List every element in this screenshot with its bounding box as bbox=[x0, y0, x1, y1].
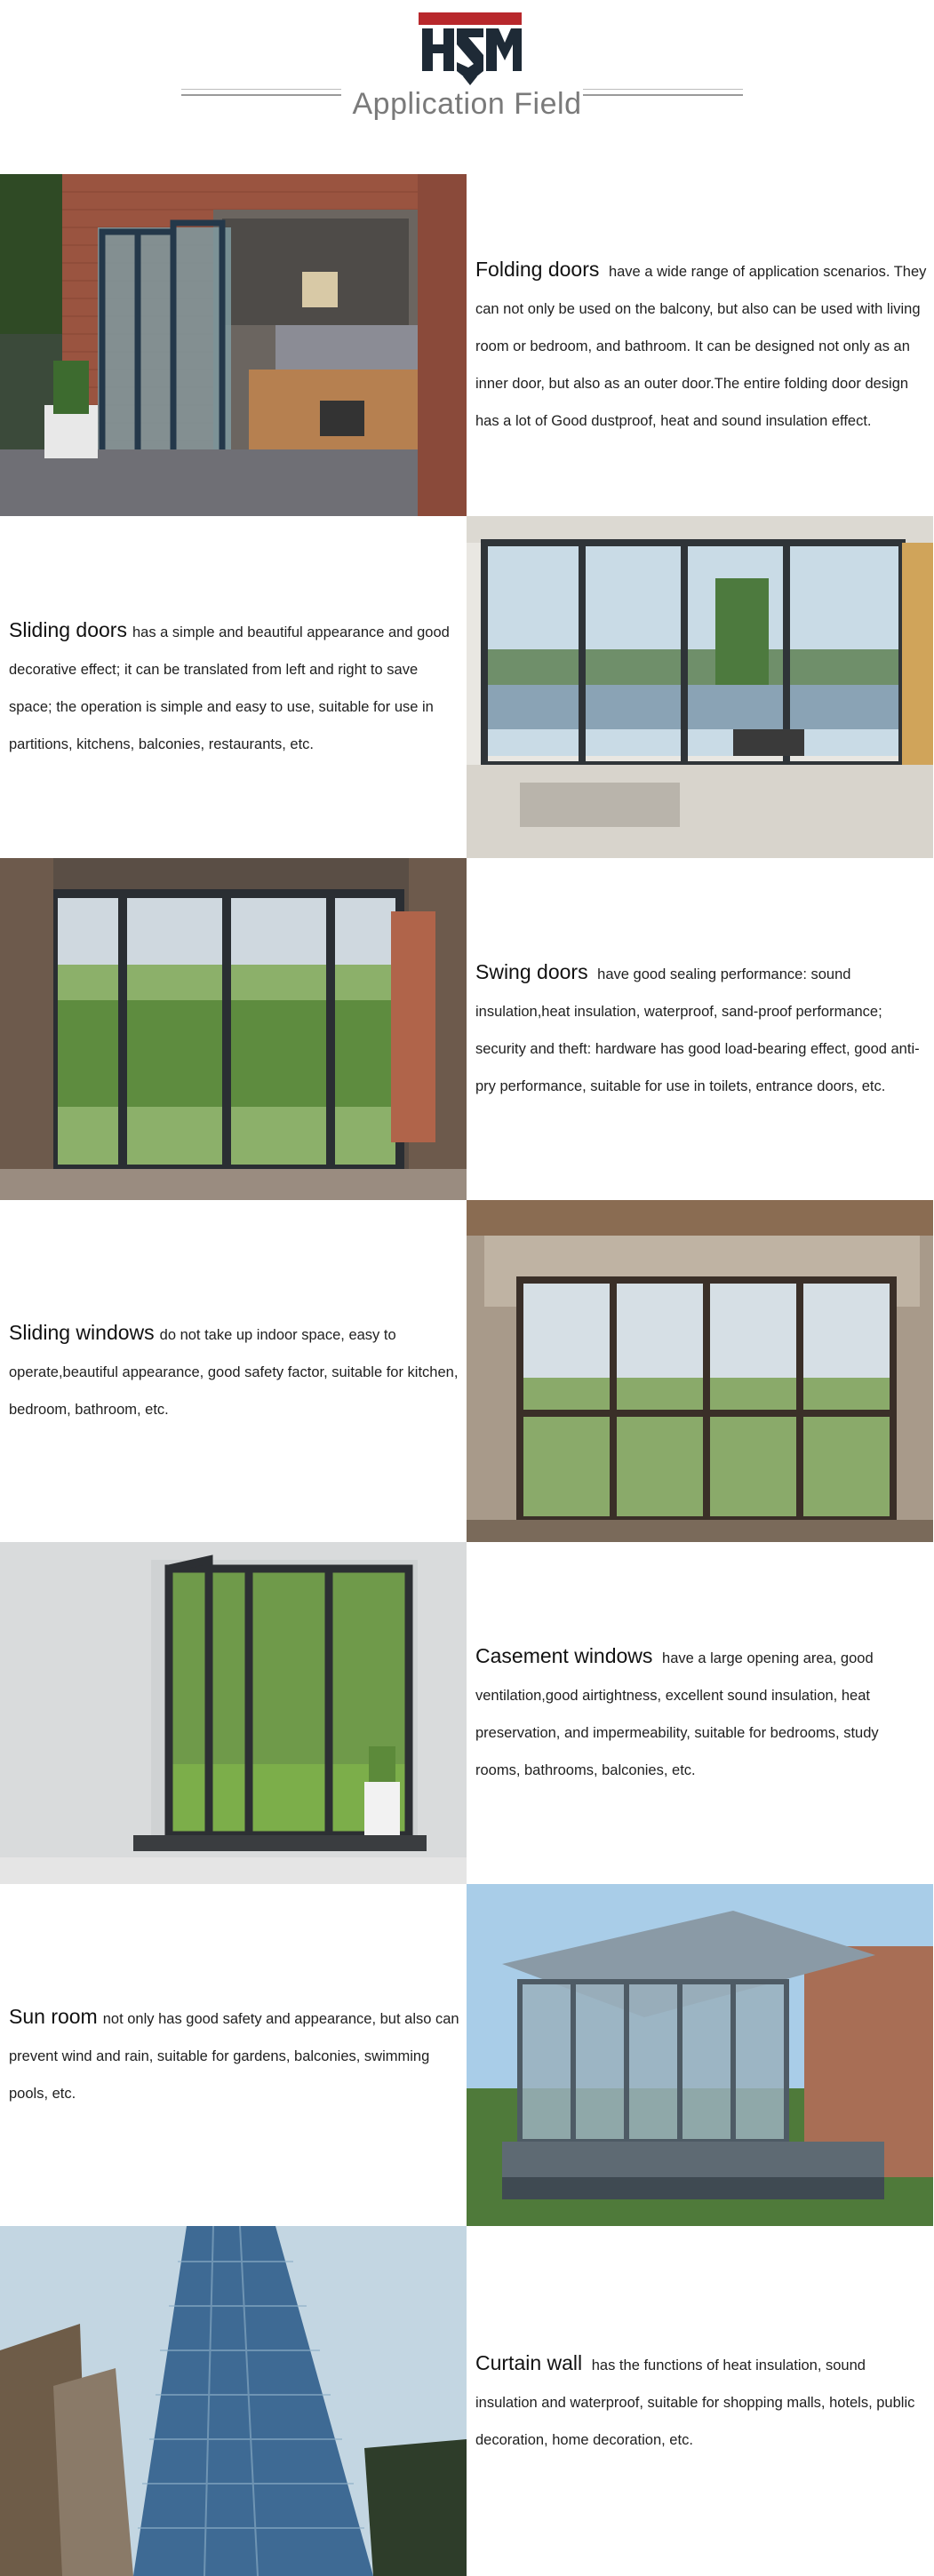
sun-room-body: not only has good safety and appearance, but also can prevent wind and rain, suitable for gardens, balconies, swimming pools, etc. bbox=[9, 2011, 459, 2102]
folding-door-photo bbox=[0, 174, 467, 516]
casement-window-photo bbox=[0, 1542, 467, 1884]
folding-doors-text bbox=[467, 174, 934, 516]
sliding-windows-description bbox=[9, 1314, 460, 1428]
curtain-wall-body: has the functions of heat insulation, sound insulation and waterproof, suitable for shopping malls, hotels, public decoration, home decoration, etc. bbox=[475, 2357, 915, 2448]
section-swing-doors bbox=[0, 858, 934, 1200]
swing-doors-description bbox=[475, 953, 927, 1105]
sun-room-text bbox=[0, 1884, 467, 2226]
sliding-windows-text bbox=[0, 1200, 467, 1542]
sliding-window-photo bbox=[467, 1200, 933, 1542]
section-sliding-windows bbox=[0, 1200, 934, 1542]
section-folding-doors bbox=[0, 174, 934, 516]
sliding-windows-heading: Sliding windows bbox=[9, 1321, 155, 1344]
sliding-windows-body: do not take up indoor space, easy to operate,beautiful appearance, good safety factor, suitable for kitchen, bedroom, bathroom, etc. bbox=[9, 1327, 459, 1418]
sliding-door-photo bbox=[467, 516, 933, 858]
section-curtain-wall bbox=[0, 2226, 934, 2576]
section-casement-windows bbox=[0, 1542, 934, 1884]
sun-room-heading: Sun room bbox=[9, 2005, 98, 2028]
curtain-wall-heading: Curtain wall bbox=[475, 2350, 583, 2374]
sliding-doors-body: has a simple and beautiful appearance and good decorative effect; it can be translated from left and right to save space; the operation is simple and easy to use, suitable for use in partitions, kitchens, balconies, restaurants, etc. bbox=[9, 624, 450, 752]
casement-windows-body: have a large opening area, good ventilation,good airtightness, excellent sound insulation, heat preservation, and impermeability, suitable for bedrooms, study rooms, bathrooms, balconies, etc. bbox=[475, 1650, 879, 1778]
curtain-wall-text bbox=[467, 2226, 934, 2576]
sun-room-photo bbox=[467, 1884, 933, 2226]
casement-windows-description bbox=[475, 1637, 927, 1789]
folding-doors-heading: Folding doors bbox=[475, 258, 600, 281]
curtain-wall-photo bbox=[0, 2226, 467, 2576]
folding-doors-description bbox=[475, 250, 927, 440]
brand-logo bbox=[417, 9, 523, 87]
casement-windows-text bbox=[467, 1542, 934, 1884]
swing-doors-text bbox=[467, 858, 934, 1200]
folding-doors-body: have a wide range of application scenarios. They can not only be used on the balcony, but also can be used with living room or bedroom, and bathroom. It can be designed not only as an inner door, but also as an outer door.The entire folding door design has a lot of Good dustproof, heat and sound insulation effect. bbox=[475, 264, 927, 429]
section-sliding-doors bbox=[0, 516, 934, 858]
curtain-wall-description bbox=[475, 2344, 927, 2459]
swing-doors-heading: Swing doors bbox=[475, 960, 588, 983]
swing-door-photo bbox=[0, 858, 467, 1200]
page-header bbox=[0, 0, 934, 174]
page-title: Application Field bbox=[352, 87, 582, 121]
sliding-doors-description bbox=[9, 611, 460, 763]
sliding-doors-heading: Sliding doors bbox=[9, 618, 127, 641]
sliding-doors-text bbox=[0, 516, 467, 858]
casement-windows-heading: Casement windows bbox=[475, 1644, 653, 1667]
section-sun-room bbox=[0, 1884, 934, 2226]
sun-room-description bbox=[9, 1998, 460, 2112]
swing-doors-body: have good sealing performance: sound insulation,heat insulation, waterproof, sand-proof performance; security and theft: hardware has good load-bearing effect, good anti-pry performance, suitable for use in toilets, entrance doors, etc. bbox=[475, 966, 920, 1094]
